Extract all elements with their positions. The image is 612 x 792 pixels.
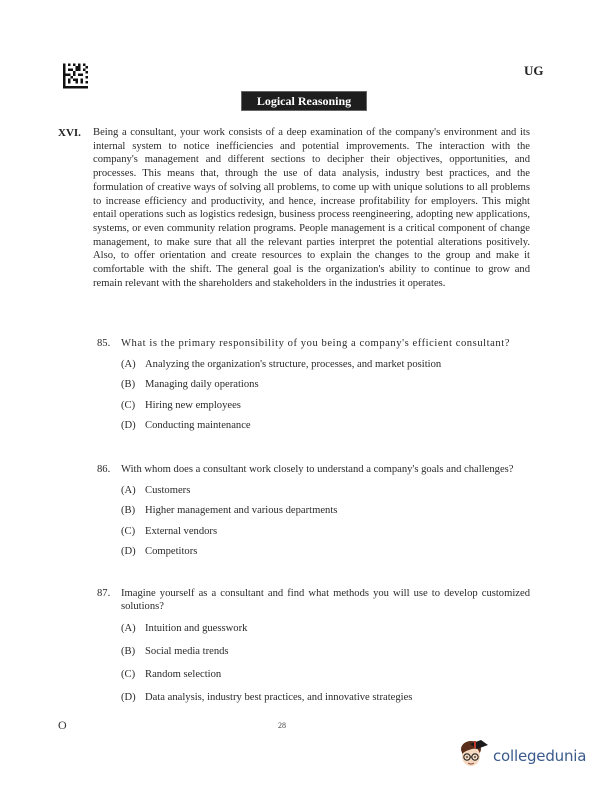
option-letter: (C): [121, 399, 136, 411]
option-text: Social media trends: [145, 646, 229, 657]
option-text: Managing daily operations: [145, 379, 259, 390]
option-a[interactable]: [121, 622, 530, 635]
option-letter: (C): [121, 669, 136, 680]
option-b[interactable]: [121, 645, 530, 658]
passage-text: Being a consultant, your work consists of a deep examination of the company's environment and its internal system to notice inefficiencies and potential improvements. The interaction with the company's management and different sections to decipher their objectives, opportunities, and processes. This means that, through the use of data analysis, industry best practices, and the formulation of creative ways of solving all problems, to come up with unique solutions to all problems to increase efficiency and productivity, and hence, increase profitability for employers. This might entail operations such as logistics redesign, business process reengineering, adopting new applications, systems, or even community relation programs. People management is a critical component of change management, to make sure that all the relevant parties interpret the potential alterations positively. Also, to offer orientation and create resources to explain the changes to the group and make it comfortable with the shift. The general goal is the organization's ability to continue to grow and remain relevant with the shareholders and stakeholders in the industries it operates.: [93, 127, 530, 289]
option-text: Analyzing the organization's structure, processes, and market position: [145, 358, 442, 370]
option-text: Competitors: [145, 546, 198, 557]
question-text: What is the primary responsibility of you being a company's efficient consultant?: [121, 338, 511, 349]
option-text: Intuition and guesswork: [145, 623, 248, 634]
option-d[interactable]: [121, 545, 530, 558]
question-85: [97, 337, 530, 432]
question-87: [97, 587, 530, 704]
option-text: Customers: [145, 484, 191, 496]
option-letter: (A): [121, 484, 136, 496]
collegedunia-logo[interactable]: [459, 737, 586, 775]
exam-code-label: UG: [524, 63, 544, 78]
option-letter: (A): [121, 623, 136, 634]
option-letter: (C): [121, 525, 136, 537]
option-c[interactable]: [121, 668, 530, 681]
question-text: Imagine yourself as a consultant and find what methods you will use to develop customized solutions?: [121, 588, 530, 612]
option-text: Higher management and various departments: [145, 505, 338, 516]
set-code: O: [58, 718, 67, 732]
option-c[interactable]: [121, 525, 530, 538]
option-b[interactable]: [121, 504, 530, 517]
option-d[interactable]: [121, 691, 530, 704]
option-letter: (B): [121, 379, 136, 390]
option-text: Hiring new employees: [145, 399, 241, 411]
option-a[interactable]: [121, 484, 530, 497]
datamatrix-barcode-icon: [63, 63, 88, 89]
option-letter: (D): [121, 546, 136, 557]
option-text: Random selection: [145, 669, 222, 680]
section-title: Logical Reasoning: [241, 91, 367, 111]
option-d[interactable]: [121, 419, 530, 432]
option-text: Data analysis, industry best practices, and innovative strategies: [145, 692, 413, 703]
question-number: 85.: [97, 338, 111, 349]
option-text: External vendors: [145, 525, 218, 537]
mascot-icon: [459, 737, 489, 775]
question-text: With whom does a consultant work closely to understand a company's goals and challenges?: [121, 464, 514, 475]
options-list: [121, 622, 530, 704]
options-list: [121, 358, 530, 433]
question-number: 86.: [97, 464, 111, 475]
option-b[interactable]: [121, 378, 530, 391]
option-a[interactable]: [121, 358, 530, 371]
options-list: [121, 484, 530, 559]
question-number: 87.: [97, 588, 111, 599]
option-letter: (D): [121, 692, 136, 703]
page-number: 28: [278, 721, 286, 730]
option-text: Conducting maintenance: [145, 420, 251, 431]
option-letter: (A): [121, 358, 136, 370]
option-letter: (D): [121, 420, 136, 431]
option-c[interactable]: [121, 399, 530, 412]
option-letter: (B): [121, 505, 136, 516]
passage-number: XVI.: [58, 127, 81, 139]
option-letter: (B): [121, 646, 136, 657]
brand-name: collegedunia: [493, 747, 587, 765]
question-86: [97, 463, 530, 558]
